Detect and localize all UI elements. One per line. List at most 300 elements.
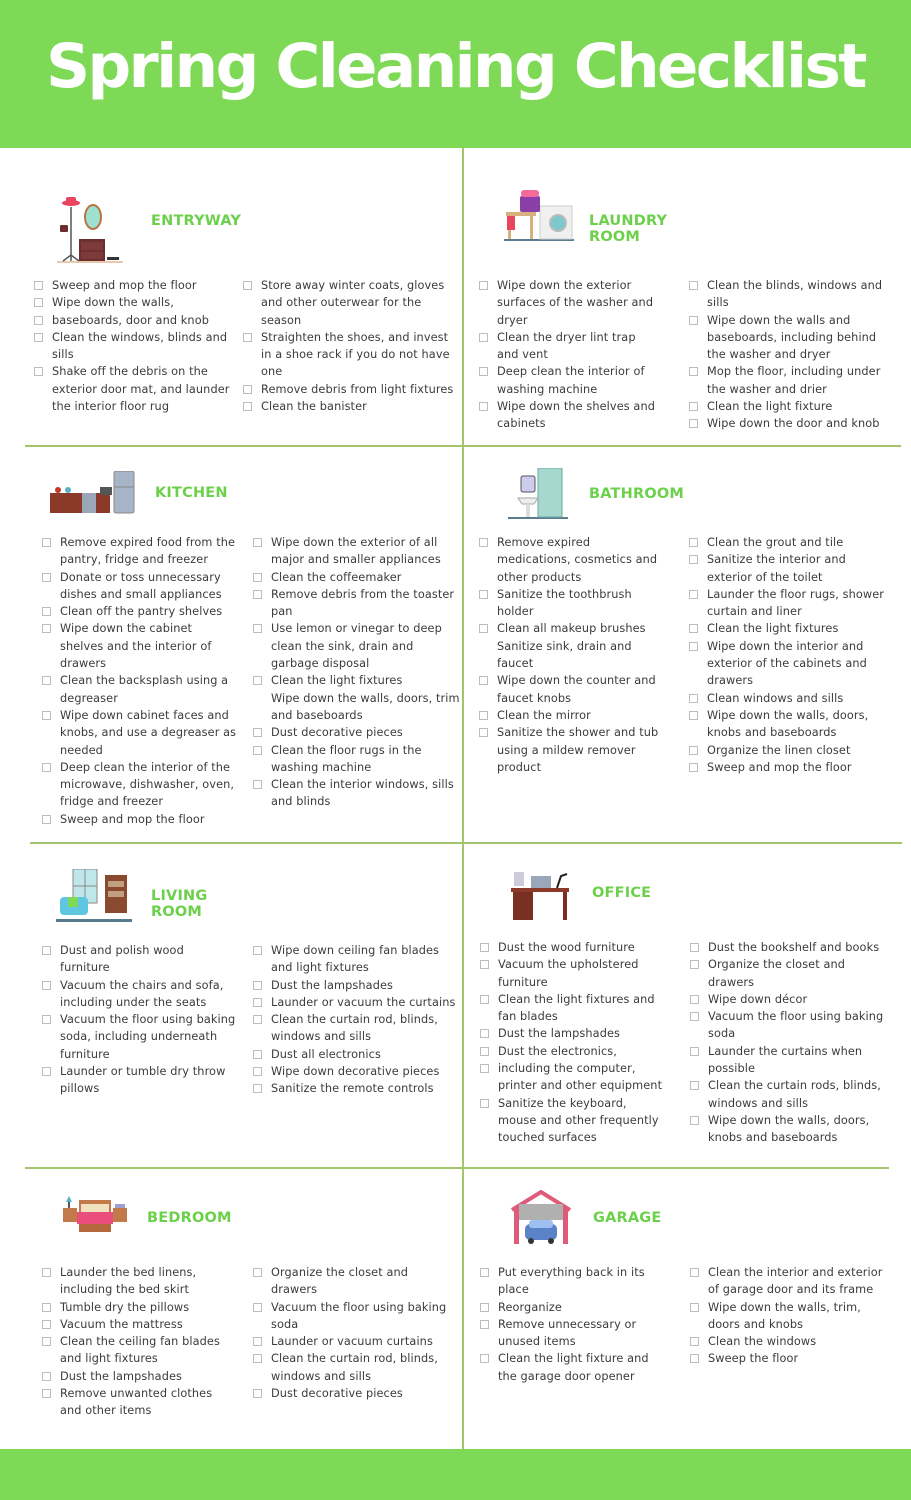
checklist-item-continuation [477,742,658,759]
checklist-item[interactable] [32,363,230,380]
bathroom-col-1 [477,534,658,776]
checklist-item-text: Remove expired [497,536,591,549]
checklist-item-continuation [40,1350,220,1367]
checklist-item-text: Clean the backsplash using a [60,674,229,688]
checklist-item-text: clean the sink, drain and [271,639,414,653]
checklist-item-text: holder [497,605,534,619]
checklist-item-text: in a shoe rack if you do not have [261,348,450,362]
checklist-item[interactable] [687,312,882,329]
checklist-item[interactable] [477,672,658,689]
checkbox[interactable] [480,1320,489,1329]
checklist-item-continuation [40,742,236,759]
checklist-item-continuation [40,690,236,707]
checklist-item-text: furniture [498,975,548,989]
checklist-item[interactable] [40,1316,220,1333]
checkbox[interactable] [243,385,252,394]
checkbox[interactable] [690,1012,699,1021]
checklist-item[interactable] [477,277,655,294]
checklist-item-text: furniture [60,1047,110,1061]
checklist-item[interactable] [40,1063,235,1080]
checkbox[interactable] [253,1337,262,1346]
checklist-item-text: Dust the lampshades [60,1369,183,1383]
checkbox[interactable] [42,573,51,582]
checklist-item-continuation [241,363,453,380]
checklist-item[interactable] [688,939,883,956]
checklist-item[interactable] [477,707,658,724]
checklist-item[interactable] [687,277,882,294]
checklist-item[interactable] [688,1008,883,1025]
checklist-item-text: drawers [708,975,755,989]
checklist-item-text: soda, including underneath [60,1030,218,1044]
checklist-item-text: washing machine [271,760,372,774]
checklist-item[interactable] [478,1299,649,1316]
checkbox[interactable] [689,538,698,547]
checklist-item-continuation [40,551,236,568]
checklist-item[interactable] [32,312,230,329]
garage-col-2 [688,1264,883,1368]
checkbox[interactable] [42,711,51,720]
checklist-item-text: garbage disposal [271,657,370,671]
checkbox[interactable] [253,981,262,990]
checklist-item-text: Clean the curtain rod, blinds, [271,1013,438,1027]
checkbox[interactable] [243,333,252,342]
checklist-item[interactable] [688,956,883,973]
checklist-item[interactable] [687,551,884,568]
checklist-item[interactable] [40,759,236,776]
checklist-item[interactable] [251,534,460,551]
checklist-item[interactable] [687,707,884,724]
checklist-item-continuation [477,759,658,776]
checklist-item[interactable] [251,1385,446,1402]
garage-car-icon [510,1190,572,1245]
laundry-col-1 [477,277,655,433]
checkbox[interactable] [689,694,698,703]
checkbox[interactable] [42,1337,51,1346]
checkbox[interactable] [253,573,262,582]
checkbox[interactable] [253,1389,262,1398]
checklist-item[interactable] [477,724,658,741]
checklist-item-text: Clean off the pantry shelves [60,605,223,619]
checklist-item-text: drawers [271,1283,318,1297]
checkbox[interactable] [42,1389,51,1398]
checklist-item[interactable] [40,811,236,828]
checklist-item[interactable] [32,329,230,346]
column-divider [462,148,464,1449]
checklist-item-text: cabinets [497,417,546,431]
checklist-item[interactable] [251,1299,446,1316]
checklist-item-text: baseboards, door and knob [52,313,209,327]
checklist-item[interactable] [478,1060,662,1077]
checkbox[interactable] [34,367,43,376]
checkbox[interactable] [253,946,262,955]
checklist-item[interactable] [251,1046,455,1063]
footer-band [0,1449,911,1500]
checklist-item[interactable] [32,294,230,311]
section-title: LAUNDRY ROOM [589,213,668,245]
checklist-item[interactable] [40,1011,235,1028]
checkbox[interactable] [479,590,488,599]
checkbox[interactable] [479,333,488,342]
checklist-item-text: Tumble dry the pillows [60,1300,190,1314]
checkbox[interactable] [479,676,488,685]
checklist-item-continuation [688,1095,883,1112]
checkbox[interactable] [690,1303,699,1312]
checklist-item[interactable] [478,1316,649,1333]
checklist-item-text: Clean the dryer lint trap [497,330,636,344]
checkbox[interactable] [480,1268,489,1277]
checklist-item-continuation [477,346,655,363]
checklist-item[interactable] [687,742,884,759]
checklist-item-text: possible [708,1062,756,1076]
checklist-item-continuation [687,569,884,586]
checklist-item[interactable] [40,1368,220,1385]
checkbox[interactable] [480,1099,489,1108]
checkbox[interactable] [34,298,43,307]
checkbox[interactable] [689,367,698,376]
living-room-col-1 [40,942,235,1098]
checkbox[interactable] [34,316,43,325]
checkbox[interactable] [253,1067,262,1076]
checkbox[interactable] [480,1064,489,1073]
checklist-item[interactable] [251,776,460,793]
checklist-item[interactable] [478,939,662,956]
checklist-item[interactable] [687,759,884,776]
checklist-item[interactable] [688,1077,883,1094]
checkbox[interactable] [479,402,488,411]
checklist-item[interactable] [241,398,453,415]
checkbox[interactable] [253,1303,262,1312]
kitchen-col-2 [251,534,460,811]
checkbox[interactable] [690,995,699,1004]
checklist-item[interactable] [477,398,655,415]
checklist-item-text: Launder or vacuum the curtains [271,995,456,1009]
checkbox[interactable] [480,960,489,969]
checklist-item[interactable] [478,1025,662,1042]
checkbox[interactable] [42,1067,51,1076]
checklist-item[interactable] [478,991,662,1008]
checklist-item-text: knobs, and use a degreaser as [60,726,237,740]
checklist-item[interactable] [688,1299,883,1316]
checklist-item[interactable] [688,1333,883,1350]
entryway-coat-rack-icon [55,195,130,265]
checkbox[interactable] [690,1337,699,1346]
checklist-item[interactable] [251,620,460,637]
checkbox[interactable] [42,1015,51,1024]
checklist-item[interactable] [241,277,453,294]
checklist-item[interactable] [477,534,658,551]
checklist-item[interactable] [40,977,235,994]
section-title: BEDROOM [147,1210,232,1226]
checkbox[interactable] [42,981,51,990]
checklist-item[interactable] [251,1333,446,1350]
checklist-item-text: soda [271,1317,299,1331]
checklist-item-text: Clean the light fixtures and [498,992,655,1006]
checklist-item[interactable] [688,1043,883,1060]
checkbox[interactable] [42,624,51,633]
checklist-item-text: drawers [60,657,107,671]
checklist-item-continuation [40,655,236,672]
checklist-item[interactable] [241,381,453,398]
checklist-item-text: Wipe down the walls, trim, [708,1300,861,1314]
checkbox[interactable] [253,1015,262,1024]
checklist-item[interactable] [40,603,236,620]
checkbox[interactable] [689,419,698,428]
checkbox[interactable] [690,1268,699,1277]
checkbox[interactable] [253,780,262,789]
checklist-item-continuation [478,1333,649,1350]
checklist-item-text: Deep clean the interior of [497,365,645,379]
checklist-item-continuation [478,1008,662,1025]
checkbox[interactable] [243,402,252,411]
checklist-item-text: Mop the floor, including under [707,365,881,379]
checklist-item[interactable] [40,620,236,637]
checklist-item-text: knobs and baseboards [708,1131,838,1145]
checkbox[interactable] [690,943,699,952]
checklist-item[interactable] [687,690,884,707]
checklist-item[interactable] [251,1264,446,1281]
checkbox[interactable] [480,1303,489,1312]
checkbox[interactable] [253,1268,262,1277]
checklist-item-continuation [477,294,655,311]
checklist-item[interactable] [687,586,884,603]
checklist-item-text: of garage door and its frame [708,1283,874,1297]
checklist-item[interactable] [251,1063,455,1080]
checklist-item[interactable] [688,1350,883,1367]
checklist-item-text: Dust decorative pieces [271,1387,403,1401]
checkbox[interactable] [690,1047,699,1056]
checkbox[interactable] [480,1354,489,1363]
checklist-item[interactable] [40,534,236,551]
bedroom-bed-icon [63,1196,131,1236]
checkbox[interactable] [690,1354,699,1363]
checklist-item[interactable] [478,1095,662,1112]
checkbox[interactable] [42,1268,51,1277]
checklist-item-continuation [251,959,455,976]
checklist-item[interactable] [251,1350,446,1367]
checkbox[interactable] [689,763,698,772]
checkbox[interactable] [253,728,262,737]
checkbox[interactable] [690,1116,699,1125]
checklist-item[interactable] [40,707,236,724]
checklist-item[interactable] [251,942,455,959]
checkbox[interactable] [42,538,51,547]
checkbox[interactable] [253,998,262,1007]
checklist-item-continuation [687,381,882,398]
checklist-item[interactable] [40,942,235,959]
checklist-item-text: Launder or tumble dry throw [60,1065,226,1079]
checklist-item-text: exterior door mat, and launder [52,382,230,396]
checklist-item[interactable] [477,620,658,637]
checklist-item[interactable] [251,586,460,603]
checklist-item[interactable] [477,363,655,380]
checklist-item[interactable] [687,534,884,551]
checkbox[interactable] [42,763,51,772]
checklist-item-text: pillows [60,1082,100,1096]
checklist-item-text: Clean the blinds, windows and [707,279,883,292]
checkbox[interactable] [689,555,698,564]
checkbox[interactable] [253,538,262,547]
checklist-item[interactable] [251,1011,455,1028]
checklist-item-continuation [32,398,230,415]
checklist-item-continuation [251,551,460,568]
checkbox[interactable] [480,1047,489,1056]
checkbox[interactable] [42,946,51,955]
checklist-item[interactable] [687,638,884,655]
title-banner [0,0,911,148]
checkbox[interactable] [479,538,488,547]
checklist-item-text: Clean windows and sills [707,691,844,705]
checkbox[interactable] [479,624,488,633]
checkbox[interactable] [480,943,489,952]
checkbox[interactable] [42,815,51,824]
checklist-item[interactable] [687,620,884,637]
checklist-item[interactable] [251,724,460,741]
checklist-item[interactable] [688,1112,883,1129]
checklist-item-text: Clean the curtain rods, blinds, [708,1079,881,1093]
checkbox[interactable] [479,281,488,290]
checklist-item-text: printer and other equipment [498,1079,663,1093]
checkbox[interactable] [42,1303,51,1312]
checkbox[interactable] [42,1320,51,1329]
checklist-item-text: Dust decorative pieces [271,726,403,740]
checklist-item-text: Reorganize [498,1300,562,1314]
checklist-item-continuation [477,569,658,586]
checkbox[interactable] [42,676,51,685]
checklist-item[interactable] [478,1264,649,1281]
checklist-item-text: faucet [497,657,534,671]
checkbox[interactable] [479,711,488,720]
checklist-item-text: windows and sills [708,1096,809,1110]
checkbox[interactable] [42,607,51,616]
entryway-col-1 [32,277,230,415]
checkbox[interactable] [690,1081,699,1090]
checklist-item-text: Clean all makeup brushes [497,622,646,636]
checklist-item-text: microwave, dishwasher, oven, [60,778,235,792]
checklist-item[interactable] [687,398,882,415]
checklist-item-text: pan [271,605,293,619]
checkbox[interactable] [479,728,488,737]
checkbox[interactable] [480,1029,489,1038]
checklist-item-continuation [478,1368,649,1385]
checklist-item-text: Organize the closet and [708,958,846,972]
checklist-item[interactable] [251,1080,455,1097]
checklist-item-continuation [251,690,460,707]
checklist-item-text: Clean the mirror [497,708,591,722]
checklist-item-continuation [477,415,655,432]
checkbox[interactable] [689,402,698,411]
checklist-item-text: Sanitize the interior and [707,553,846,567]
checkbox[interactable] [689,624,698,633]
checkbox[interactable] [253,624,262,633]
checklist-item[interactable] [40,1333,220,1350]
checklist-item-text: Remove debris from light fixtures [261,382,454,396]
checklist-item[interactable] [477,586,658,603]
checklist-item-text: Dust the electronics, [498,1044,617,1058]
checklist-item[interactable] [687,415,882,432]
checklist-item-text: Wipe down the walls and [707,313,851,327]
checklist-item-text: Sanitize the toothbrush [497,587,632,601]
checkbox[interactable] [689,642,698,651]
checklist-item[interactable] [32,277,230,294]
checkbox[interactable] [690,960,699,969]
office-col-2 [688,939,883,1147]
checklist-item-text: Clean the windows, blinds and [52,330,228,344]
checklist-item-text: Clean the interior and exterior [708,1266,883,1279]
checkbox[interactable] [689,590,698,599]
checklist-item-text: windows and sills [271,1030,372,1044]
checklist-item[interactable] [40,569,236,586]
checklist-item[interactable] [688,991,883,1008]
checklist-item-text: Sanitize the keyboard, [498,1096,627,1110]
checklist-item[interactable] [251,742,460,759]
checklist-item-text: Clean the coffeemaker [271,570,402,584]
checklist-item-continuation [241,294,453,311]
checklist-item[interactable] [40,1385,220,1402]
checklist-item[interactable] [251,569,460,586]
checkbox[interactable] [34,281,43,290]
checklist-item-continuation [688,1025,883,1042]
checkbox[interactable] [253,1084,262,1093]
checklist-item[interactable] [40,672,236,689]
checklist-item-continuation [687,724,884,741]
checklist-item[interactable] [478,1350,649,1367]
checklist-item-text: place [498,1283,529,1297]
checklist-item[interactable] [241,329,453,346]
checkbox[interactable] [253,746,262,755]
checklist-item-text: Clean the grout and tile [707,536,844,549]
checklist-item-text: including under the seats [60,995,207,1009]
checklist-item-text: Launder the curtains when [708,1044,863,1058]
checklist-item[interactable] [688,1264,883,1281]
checklist-item-text: exterior of the toilet [707,570,823,584]
checkbox[interactable] [689,316,698,325]
checkbox[interactable] [479,367,488,376]
checklist-item[interactable] [251,994,455,1011]
checklist-item[interactable] [687,363,882,380]
checklist-item[interactable] [478,1043,662,1060]
checkbox[interactable] [689,281,698,290]
checkbox[interactable] [253,676,262,685]
checkbox[interactable] [42,1372,51,1381]
checklist-item-continuation [32,346,230,363]
checkbox[interactable] [689,746,698,755]
checklist-item-text: Shake off the debris on the [52,365,208,379]
checklist-item-text: Vacuum the upholstered [498,958,639,972]
checklist-item-text: Wipe down the exterior [497,279,632,292]
checklist-item-continuation [40,1402,220,1419]
checklist-item-continuation [478,1077,662,1094]
checkbox[interactable] [253,590,262,599]
checklist-item[interactable] [478,956,662,973]
checklist-item[interactable] [40,1299,220,1316]
checkbox[interactable] [34,333,43,342]
checklist-item[interactable] [40,1264,220,1281]
bathroom-col-2 [687,534,884,776]
checklist-item-text: season [261,313,302,327]
checklist-item[interactable] [251,672,460,689]
checkbox[interactable] [253,1354,262,1363]
checklist-item[interactable] [477,329,655,346]
checklist-item[interactable] [251,977,455,994]
checklist-item-continuation [687,346,882,363]
checkbox[interactable] [689,711,698,720]
checkbox[interactable] [480,995,489,1004]
checklist-item-continuation [688,1060,883,1077]
checkbox[interactable] [243,281,252,290]
checklist-item-text: Clean the curtain rod, blinds, [271,1352,438,1366]
checklist-item-continuation [687,329,882,346]
checkbox[interactable] [253,1050,262,1059]
